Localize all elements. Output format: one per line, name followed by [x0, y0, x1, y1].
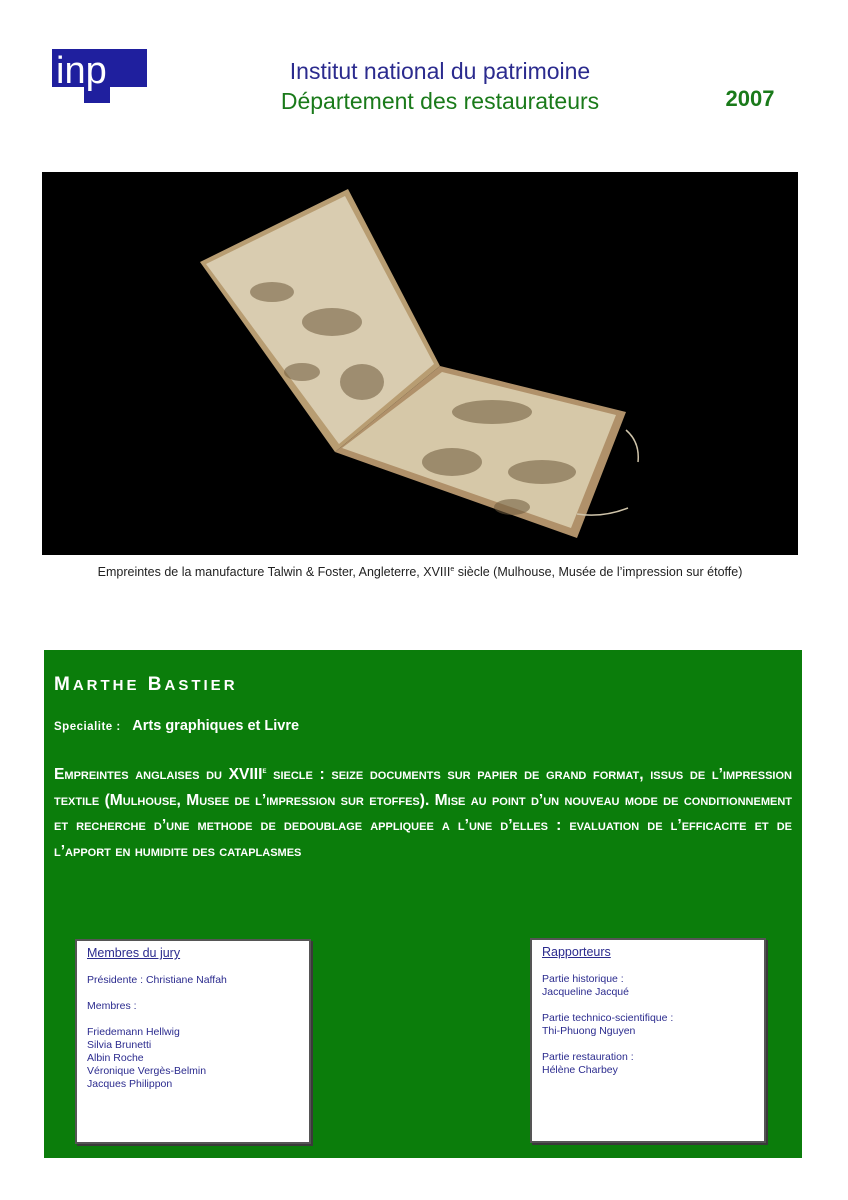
inp-logo: [52, 49, 147, 103]
jury-member: Friedemann Hellwig: [87, 1026, 180, 1038]
jury-member: Jacques Philippon: [87, 1078, 173, 1090]
jury-members-label: Membres :: [87, 1000, 137, 1012]
jury-member: Albin Roche: [87, 1052, 144, 1064]
year: 2007: [725, 86, 775, 111]
album-illustration: [42, 172, 798, 555]
jury-member: Véronique Vergès-Belmin: [87, 1065, 207, 1077]
rapporteur-name: Hélène Charbey: [542, 1064, 618, 1076]
jury-box: [75, 939, 311, 1144]
rapporteur-role: Partie restauration :: [542, 1051, 634, 1063]
jury-president: Présidente : Christiane Naffah: [87, 974, 227, 986]
rapporteur-role: Partie historique :: [542, 973, 624, 985]
rapporteurs-box: [530, 938, 766, 1143]
jury-heading: Membres du jury: [87, 946, 181, 960]
rapporteurs-heading: Rapporteurs: [542, 945, 611, 959]
rapporteur-role: Partie technico-scientifique :: [542, 1012, 674, 1024]
author-name: MARTHE BASTIER: [54, 674, 238, 695]
photo-open-album: [42, 172, 798, 555]
memoire-panel: [44, 650, 802, 1158]
department-name: Département des restaurateurs: [280, 88, 600, 114]
institute-name: Institut national du patrimoine: [289, 58, 591, 84]
rapporteur-name: Jacqueline Jacqué: [542, 986, 629, 998]
photo-caption: Empreintes de la manufacture Talwin & Foster, Angleterre, XVIIIe siècle (Mulhouse, Musée de l’impression sur étoffe): [97, 565, 743, 579]
jury-member: Silvia Brunetti: [87, 1039, 152, 1051]
memoire-title: Empreintes anglaises du XVIIIe siecle : seize documents sur papier de grand format, issus de l’impression textile (Mulhouse, Musee de l’impression sur etoffes). Mise au point d’un nouveau mode de conditionnement et recherche d’une methode de dedoublage appliquee a l’une d’elles : evaluation de l’efficacite et de l’apport en humidite des cataplasmes: [54, 766, 792, 860]
logo-text: inp: [56, 50, 107, 92]
specialty: Specialite : Arts graphiques et Livre: [54, 718, 300, 734]
rapporteur-name: Thi-Phuong Nguyen: [542, 1025, 636, 1037]
